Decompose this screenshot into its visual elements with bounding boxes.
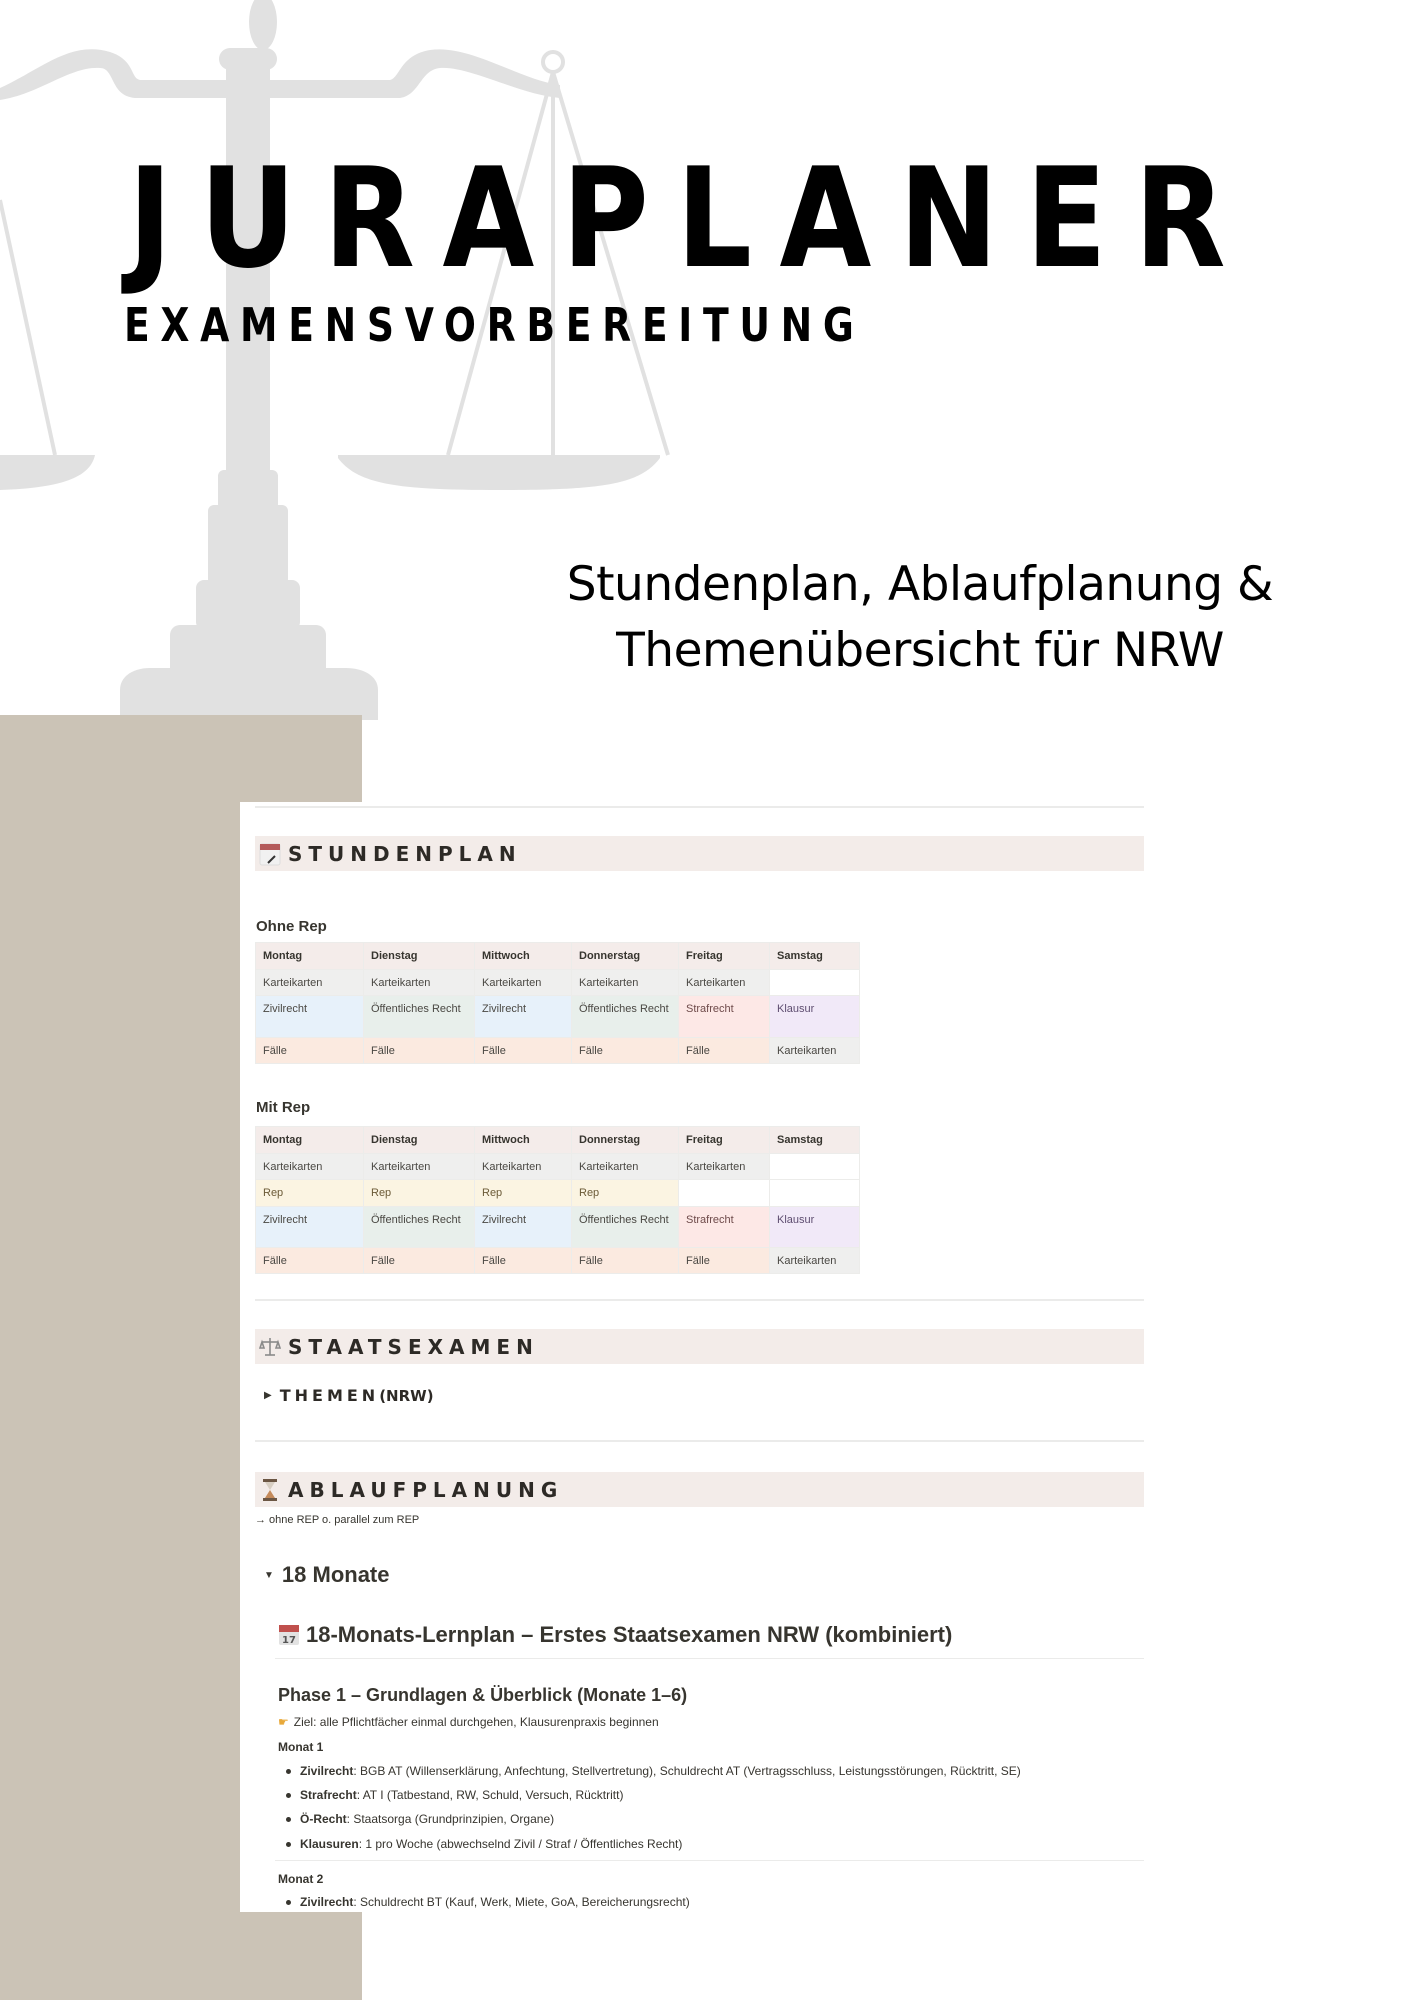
subject-detail: : Staatsorga (Grundprinzipien, Organe) bbox=[346, 1812, 555, 1826]
table-cell[interactable] bbox=[770, 1154, 860, 1180]
table-row bbox=[256, 1207, 860, 1248]
subject: Strafrecht bbox=[300, 1788, 357, 1802]
table-cell[interactable]: Fälle bbox=[475, 1248, 572, 1274]
table-cell[interactable]: Rep bbox=[256, 1180, 364, 1207]
table-row bbox=[256, 1154, 860, 1180]
list-item bbox=[286, 1764, 1021, 1778]
table-cell[interactable]: Rep bbox=[475, 1180, 572, 1207]
tagline-line-2: Themenübersicht für NRW bbox=[616, 623, 1224, 678]
lernplan-title-text: 18-Monats-Lernplan – Erstes Staatsexamen NRW (kombiniert) bbox=[306, 1622, 953, 1647]
table-cell[interactable]: Karteikarten bbox=[572, 1154, 679, 1180]
svg-text:17: 17 bbox=[282, 1635, 296, 1646]
table-cell[interactable]: Fälle bbox=[256, 1248, 364, 1274]
table-cell[interactable]: Fälle bbox=[572, 1038, 679, 1064]
header-cell: Freitag bbox=[679, 1127, 770, 1154]
table-cell[interactable]: Karteikarten bbox=[572, 970, 679, 996]
table-cell[interactable]: Karteikarten bbox=[475, 1154, 572, 1180]
toggle-closed-icon: ▶ bbox=[264, 1390, 272, 1401]
table-cell[interactable]: Fälle bbox=[572, 1248, 679, 1274]
subject-detail: : BGB AT (Willenserklärung, Anfechtung, Stellvertretung), Schuldrecht AT (Vertragsschluss, Leistungsstörungen, Rücktritt, SE) bbox=[353, 1764, 1021, 1778]
table-cell[interactable]: Karteikarten bbox=[679, 1154, 770, 1180]
table-cell[interactable]: Karteikarten bbox=[256, 970, 364, 996]
subject: Zivilrecht bbox=[300, 1764, 354, 1778]
bullet-icon bbox=[286, 1842, 291, 1847]
section-header-ablaufplanung bbox=[255, 1472, 1144, 1507]
table-row bbox=[256, 996, 860, 1038]
header-cell: Donnerstag bbox=[572, 943, 679, 970]
toggle-label: THEMEN bbox=[279, 1386, 380, 1405]
table-cell[interactable]: Klausur bbox=[770, 996, 860, 1038]
table-cell[interactable] bbox=[770, 1180, 860, 1207]
tagline-line-1: Stundenplan, Ablaufplanung & bbox=[566, 557, 1274, 612]
header-cell: Montag bbox=[256, 1127, 364, 1154]
mit-rep-label: Mit Rep bbox=[256, 1099, 311, 1116]
table-header-row bbox=[256, 943, 860, 970]
phase-goal bbox=[278, 1715, 659, 1729]
table-cell[interactable]: Zivilrecht bbox=[256, 996, 364, 1038]
table-cell[interactable]: Öffentliches Recht bbox=[572, 1207, 679, 1248]
cover-tagline bbox=[560, 552, 1280, 684]
table-cell[interactable]: Karteikarten bbox=[770, 1038, 860, 1064]
bullet-icon bbox=[286, 1817, 291, 1822]
table-cell[interactable]: Karteikarten bbox=[364, 1154, 475, 1180]
subject: Zivilrecht bbox=[300, 1895, 354, 1909]
toggle-label-suffix: (NRW) bbox=[379, 1386, 434, 1405]
header-cell: Freitag bbox=[679, 943, 770, 970]
table-cell[interactable]: Fälle bbox=[679, 1038, 770, 1064]
subject-detail: : AT I (Tatbestand, RW, Schuld, Versuch, Rücktritt) bbox=[356, 1788, 624, 1802]
table-row bbox=[256, 1248, 860, 1274]
list-item bbox=[286, 1895, 690, 1909]
table-cell[interactable]: Rep bbox=[364, 1180, 475, 1207]
table-cell[interactable]: Karteikarten bbox=[770, 1248, 860, 1274]
toggle-label: 18 Monate bbox=[281, 1562, 390, 1587]
table-cell[interactable]: Fälle bbox=[679, 1248, 770, 1274]
header-cell: Montag bbox=[256, 943, 364, 970]
themen-toggle[interactable] bbox=[264, 1386, 434, 1405]
table-cell[interactable]: Karteikarten bbox=[256, 1154, 364, 1180]
month-label: Monat 1 bbox=[278, 1740, 324, 1754]
table-cell[interactable]: Zivilrecht bbox=[475, 1207, 572, 1248]
divider bbox=[255, 1440, 1144, 1442]
table-header-row bbox=[256, 1127, 860, 1154]
notion-document-preview bbox=[240, 802, 1162, 1912]
header-cell: Samstag bbox=[770, 1127, 860, 1154]
bullet-icon bbox=[286, 1900, 291, 1905]
table-cell[interactable]: Fälle bbox=[364, 1248, 475, 1274]
section-title: STAATSEXAMEN bbox=[288, 1334, 539, 1359]
hourglass-icon bbox=[258, 1477, 282, 1503]
pointing-hand-icon: ☛ bbox=[278, 1715, 289, 1729]
table-cell[interactable]: Karteikarten bbox=[475, 970, 572, 996]
lernplan-title bbox=[278, 1622, 952, 1648]
table-row bbox=[256, 1038, 860, 1064]
18-monate-toggle[interactable] bbox=[264, 1562, 390, 1588]
section-header-stundenplan bbox=[255, 836, 1144, 871]
bullet-icon bbox=[286, 1793, 291, 1798]
timetable-ohne-rep bbox=[255, 942, 860, 1064]
header-cell: Donnerstag bbox=[572, 1127, 679, 1154]
divider bbox=[255, 806, 1144, 808]
section-header-staatsexamen bbox=[255, 1329, 1144, 1364]
table-cell[interactable]: Karteikarten bbox=[364, 970, 475, 996]
balance-scale-icon bbox=[258, 1334, 282, 1360]
header-cell: Dienstag bbox=[364, 943, 475, 970]
table-cell[interactable]: Fälle bbox=[475, 1038, 572, 1064]
table-cell[interactable]: Zivilrecht bbox=[475, 996, 572, 1038]
table-cell[interactable] bbox=[679, 1180, 770, 1207]
goal-text: Ziel: alle Pflichtfächer einmal durchgehen, Klausurenpraxis beginnen bbox=[293, 1715, 659, 1729]
list-item bbox=[286, 1837, 682, 1851]
table-row bbox=[256, 1180, 860, 1207]
table-cell[interactable]: Fälle bbox=[364, 1038, 475, 1064]
table-cell[interactable]: Klausur bbox=[770, 1207, 860, 1248]
list-item bbox=[286, 1788, 623, 1802]
header-cell: Mittwoch bbox=[475, 1127, 572, 1154]
cover-subtitle: EXAMENSVORBEREITUNG bbox=[124, 298, 865, 352]
table-cell[interactable]: Karteikarten bbox=[679, 970, 770, 996]
divider bbox=[255, 1299, 1144, 1301]
table-cell[interactable]: Strafrecht bbox=[679, 996, 770, 1038]
table-cell[interactable]: Fälle bbox=[256, 1038, 364, 1064]
table-cell[interactable]: Zivilrecht bbox=[256, 1207, 364, 1248]
list-item bbox=[286, 1812, 554, 1826]
timetable-mit-rep bbox=[255, 1126, 860, 1274]
calendar-17-icon bbox=[278, 1624, 300, 1646]
header-cell: Mittwoch bbox=[475, 943, 572, 970]
table-row bbox=[256, 970, 860, 996]
month-label: Monat 2 bbox=[278, 1872, 324, 1886]
calendar-icon bbox=[258, 841, 282, 867]
toggle-open-icon: ▼ bbox=[264, 1569, 274, 1581]
table-cell[interactable]: Öffentliches Recht bbox=[572, 996, 679, 1038]
subject: Ö-Recht bbox=[300, 1812, 347, 1826]
divider bbox=[275, 1860, 1144, 1861]
table-cell[interactable] bbox=[770, 970, 860, 996]
ohne-rep-label: Ohne Rep bbox=[256, 918, 327, 935]
header-cell: Samstag bbox=[770, 943, 860, 970]
section-title: ABLAUFPLANUNG bbox=[288, 1477, 564, 1502]
divider bbox=[275, 1658, 1144, 1659]
section-title: STUNDENPLAN bbox=[288, 841, 522, 866]
table-cell[interactable]: Öffentliches Recht bbox=[364, 1207, 475, 1248]
phase-title: Phase 1 – Grundlagen & Überblick (Monate 1–6) bbox=[278, 1685, 688, 1705]
subject: Klausuren bbox=[300, 1837, 359, 1851]
ablauf-note: → ohne REP o. parallel zum REP bbox=[255, 1514, 420, 1526]
table-cell[interactable]: Öffentliches Recht bbox=[364, 996, 475, 1038]
subject-detail: : 1 pro Woche (abwechselnd Zivil / Straf / Öffentliches Recht) bbox=[358, 1837, 683, 1851]
bullet-icon bbox=[286, 1769, 291, 1774]
header-cell: Dienstag bbox=[364, 1127, 475, 1154]
table-cell[interactable]: Rep bbox=[572, 1180, 679, 1207]
table-cell[interactable]: Strafrecht bbox=[679, 1207, 770, 1248]
cover-title: JURAPLANER bbox=[128, 138, 1254, 299]
subject-detail: : Schuldrecht BT (Kauf, Werk, Miete, GoA, Bereicherungsrecht) bbox=[353, 1895, 690, 1909]
